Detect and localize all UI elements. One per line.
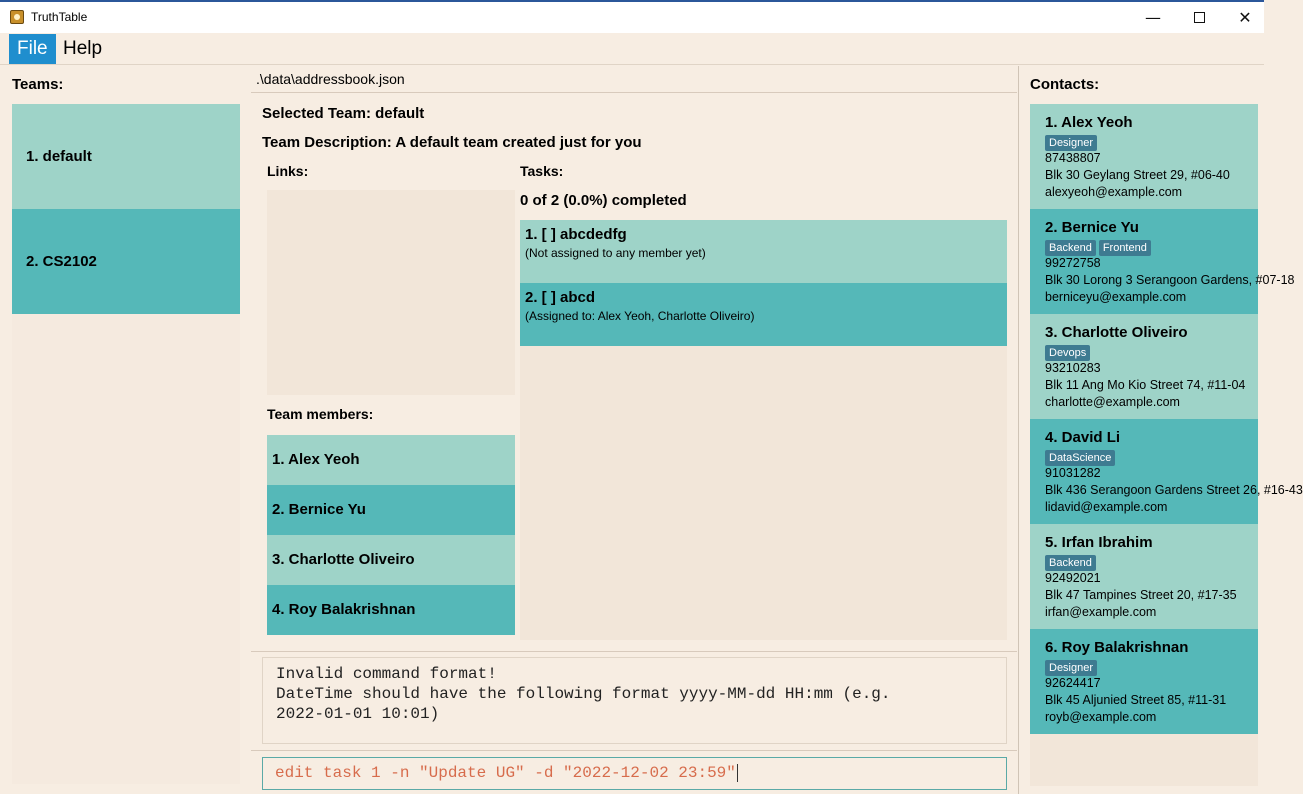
contact-email: berniceyu@example.com [1045, 290, 1187, 304]
contact-tags [1045, 238, 1243, 255]
contact-tags [1045, 343, 1243, 360]
teams-title: Teams: [12, 76, 64, 93]
contact-tags [1045, 658, 1243, 675]
contact-phone: 92492021 [1045, 571, 1101, 585]
tasks-progress: 0 of 2 (0.0%) completed [520, 192, 687, 209]
window-title: TruthTable [31, 10, 88, 24]
contact-phone: 93210283 [1045, 361, 1101, 375]
menu-help[interactable]: Help [63, 38, 103, 59]
task-assignment: (Not assigned to any member yet) [525, 246, 706, 260]
task-name: 2. [ ] abcd [525, 289, 596, 306]
contact-email: alexyeoh@example.com [1045, 185, 1183, 199]
tag: Backend [1045, 240, 1096, 256]
teams-list[interactable] [12, 104, 240, 784]
contact-phone: 91031282 [1045, 466, 1101, 480]
contact-name: 6. Roy Balakrishnan [1045, 639, 1189, 656]
links-title: Links: [267, 163, 309, 179]
contact-card[interactable] [1030, 419, 1303, 524]
close-button[interactable]: ✕ [1238, 8, 1252, 27]
member-item[interactable]: 1. Alex Yeoh [267, 435, 515, 485]
divider [251, 651, 1017, 652]
contact-address: Blk 30 Geylang Street 29, #06-40 [1045, 168, 1230, 182]
members-list[interactable] [267, 435, 515, 635]
contact-address: Blk 47 Tampines Street 20, #17-35 [1045, 588, 1237, 602]
file-path: .\data\addressbook.json [256, 71, 405, 87]
menu-bar [0, 33, 1264, 65]
text-caret [737, 764, 738, 782]
links-list[interactable] [267, 190, 515, 395]
task-name: 1. [ ] abcdedfg [525, 226, 627, 243]
contact-address: Blk 30 Lorong 3 Serangoon Gardens, #07-18 [1045, 273, 1295, 287]
command-text: edit task 1 -n "Update UG" -d "2022-12-02 23:59" [275, 764, 736, 782]
contact-email: royb@example.com [1045, 710, 1157, 724]
tasks-list[interactable] [520, 220, 1007, 640]
contact-card[interactable] [1030, 104, 1258, 209]
member-item[interactable]: 4. Roy Balakrishnan [267, 585, 515, 635]
contact-name: 2. Bernice Yu [1045, 219, 1139, 236]
contact-email: charlotte@example.com [1045, 395, 1180, 409]
contact-tags [1045, 448, 1243, 465]
contact-name: 4. David Li [1045, 429, 1121, 446]
selected-team: Selected Team: default [262, 105, 425, 122]
task-item[interactable] [520, 283, 1007, 346]
contact-card[interactable] [1030, 209, 1295, 314]
members-title: Team members: [267, 406, 374, 422]
team-item-default[interactable]: 1. default [12, 104, 240, 209]
minimize-button[interactable]: — [1145, 8, 1161, 27]
contact-tags [1045, 133, 1243, 150]
title-bar [0, 0, 1264, 33]
contact-address: Blk 436 Serangoon Gardens Street 26, #16-43 [1045, 483, 1303, 497]
tag: Backend [1045, 555, 1096, 571]
team-description: Team Description: A default team created just for you [262, 134, 642, 151]
app-icon [10, 10, 24, 24]
main-panel [251, 66, 1017, 794]
tag: Designer [1045, 660, 1097, 676]
command-input[interactable] [262, 757, 1007, 790]
member-item[interactable]: 2. Bernice Yu [267, 485, 515, 535]
contact-address: Blk 45 Aljunied Street 85, #11-31 [1045, 693, 1227, 707]
contact-name: 5. Irfan Ibrahim [1045, 534, 1153, 551]
result-line: DateTime should have the following format yyyy-MM-dd HH:mm (e.g. [276, 685, 891, 703]
result-line: Invalid command format! [276, 665, 497, 683]
member-item[interactable]: 3. Charlotte Oliveiro [267, 535, 515, 585]
tasks-title: Tasks: [520, 163, 564, 179]
result-line: 2022-01-01 10:01) [276, 705, 440, 723]
teams-panel [0, 66, 250, 794]
tag: Devops [1045, 345, 1090, 361]
tag: Designer [1045, 135, 1097, 151]
team-details [251, 93, 1017, 651]
contacts-list[interactable] [1030, 104, 1303, 786]
task-assignment: (Assigned to: Alex Yeoh, Charlotte Oliveiro) [525, 309, 755, 323]
contact-tags [1045, 553, 1243, 570]
result-display[interactable] [262, 657, 1007, 744]
contact-name: 3. Charlotte Oliveiro [1045, 324, 1188, 341]
maximize-button[interactable] [1176, 2, 1222, 33]
contact-phone: 92624417 [1045, 676, 1101, 690]
task-item[interactable] [520, 220, 1007, 283]
contact-email: lidavid@example.com [1045, 500, 1168, 514]
tag: DataScience [1045, 450, 1115, 466]
contact-phone: 87438807 [1045, 151, 1101, 165]
menu-file[interactable]: File [9, 34, 56, 64]
contact-email: irfan@example.com [1045, 605, 1157, 619]
divider [251, 750, 1017, 751]
contact-phone: 99272758 [1045, 256, 1101, 270]
contact-address: Blk 11 Ang Mo Kio Street 74, #11-04 [1045, 378, 1246, 392]
contact-card[interactable] [1030, 524, 1258, 629]
tag: Frontend [1099, 240, 1151, 256]
contacts-panel [1018, 66, 1303, 794]
contact-name: 1. Alex Yeoh [1045, 114, 1133, 131]
contact-card[interactable] [1030, 629, 1258, 734]
team-item-cs2102[interactable]: 2. CS2102 [12, 209, 240, 314]
maximize-icon [1194, 12, 1205, 23]
contact-card[interactable] [1030, 314, 1258, 419]
contacts-title: Contacts: [1030, 76, 1100, 93]
